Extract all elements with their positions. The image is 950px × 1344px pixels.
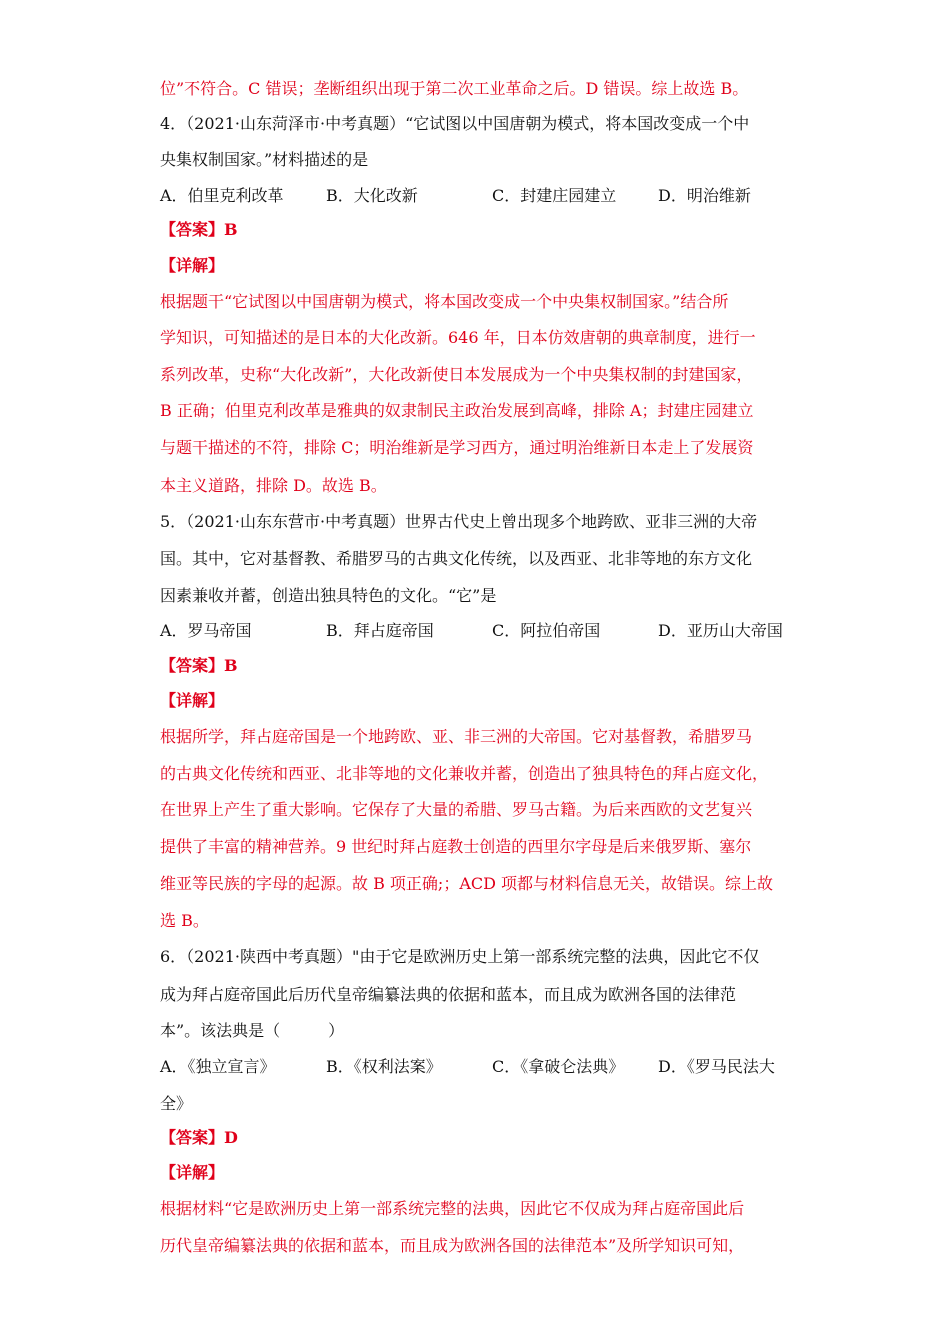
q5-detail-label: 【详解】 — [160, 691, 225, 710]
q4-detail-label: 【详解】 — [160, 256, 225, 275]
q6-stem-line-2: 成为拜占庭帝国此后历代皇帝编纂法典的依据和蓝本，而且成为欧洲各国的法律范 — [160, 985, 737, 1004]
q6-detail-line: 历代皇帝编纂法典的依据和蓝本，而且成为欧洲各国的法律范本”及所学知识可知， — [160, 1236, 745, 1255]
q4-detail-line: 学知识，可知描述的是日本的大化改新。646 年，日本仿效唐朝的典章制度，进行一 — [160, 328, 756, 347]
q6-detail-line: 根据材料“它是欧洲历史上第一部系统完整的法典，因此它不仅成为拜占庭帝国此后 — [160, 1199, 745, 1218]
q3-explanation-tail: 位”不符合。C 错误；垄断组织出现于第二次工业革命之后。D 错误。综上故选 B。 — [160, 79, 749, 98]
q4-option-b: B．大化改新 — [326, 186, 418, 205]
q4-detail-line: 与题干描述的不符，排除 C；明治维新是学习西方，通过明治维新日本走上了发展资 — [160, 438, 754, 457]
q4-detail-line: 系列改革，史称“大化改新”，大化改新使日本发展成为一个中央集权制的封建国家， — [160, 365, 753, 384]
q4-stem-line-2: 央集权制国家。”材料描述的是 — [160, 150, 369, 169]
q4-options — [160, 186, 800, 206]
q5-detail-line: 提供了丰富的精神营养。9 世纪时拜占庭教士创造的西里尔字母是后来俄罗斯、塞尔 — [160, 837, 752, 856]
q4-option-d: D．明治维新 — [658, 186, 751, 205]
q4-detail-line: 本主义道路，排除 D。故选 B。 — [160, 476, 387, 495]
q6-options — [160, 1057, 800, 1077]
q5-detail-line: 根据所学，拜占庭帝国是一个地跨欧、亚、非三洲的大帝国。它对基督教，希腊罗马 — [160, 727, 753, 746]
q5-option-d: D．亚历山大帝国 — [658, 621, 783, 640]
q5-option-b: B．拜占庭帝国 — [326, 621, 434, 640]
q6-option-d: D．《罗马民法大 — [658, 1057, 775, 1076]
q6-answer: 【答案】D — [160, 1128, 238, 1147]
q6-stem-line-3: 本”。该法典是（ ） — [160, 1021, 345, 1040]
q4-option-c: C．封建庄园建立 — [492, 186, 617, 205]
q5-answer: 【答案】B — [160, 656, 238, 675]
q6-detail-label: 【详解】 — [160, 1163, 225, 1182]
q5-stem-line-1: 5．（2021·山东东营市·中考真题）世界古代史上曾出现多个地跨欧、亚非三洲的大帝 — [160, 512, 758, 531]
q6-option-b: B．《权利法案》 — [326, 1057, 442, 1076]
q5-detail-line: 维亚等民族的字母的起源。故 B 项正确;；ACD 项都与材料信息无关，故错误。综上故 — [160, 874, 774, 893]
q5-detail-line: 在世界上产生了重大影响。它保存了大量的希腊、罗马古籍。为后来西欧的文艺复兴 — [160, 800, 753, 819]
q5-options — [160, 621, 800, 641]
q4-answer: 【答案】B — [160, 220, 238, 239]
q5-detail-line: 的古典文化传统和西亚、北非等地的文化兼收并蓄，创造出了独具特色的拜占庭文化， — [160, 764, 769, 783]
q4-stem-line-1: 4．（2021·山东菏泽市·中考真题）“它试图以中国唐朝为模式，将本国改变成一个中 — [160, 114, 750, 133]
q5-stem-line-2: 国。其中，它对基督教、希腊罗马的古典文化传统，以及西亚、北非等地的东方文化 — [160, 549, 753, 568]
q6-option-a: A．《独立宣言》 — [160, 1057, 276, 1076]
q4-detail-line: 根据题干“它试图以中国唐朝为模式，将本国改变成一个中央集权制国家。”结合所 — [160, 292, 729, 311]
q6-option-c: C．《拿破仑法典》 — [492, 1057, 625, 1076]
q5-option-a: A．罗马帝国 — [160, 621, 252, 640]
q4-option-a: A．伯里克利改革 — [160, 186, 284, 205]
q4-detail-line: B 正确；伯里克利改革是雅典的奴隶制民主政治发展到高峰，排除 A；封建庄园建立 — [160, 401, 754, 420]
q6-option-d-wrap: 全》 — [160, 1094, 193, 1113]
q5-option-c: C．阿拉伯帝国 — [492, 621, 601, 640]
q5-stem-line-3: 因素兼收并蓄，创造出独具特色的文化。“它”是 — [160, 586, 497, 605]
q6-stem-line-1: 6．（2021·陕西中考真题）"由于它是欧洲历史上第一部系统完整的法典，因此它不仅 — [160, 947, 760, 966]
q5-detail-line: 选 B。 — [160, 911, 209, 930]
